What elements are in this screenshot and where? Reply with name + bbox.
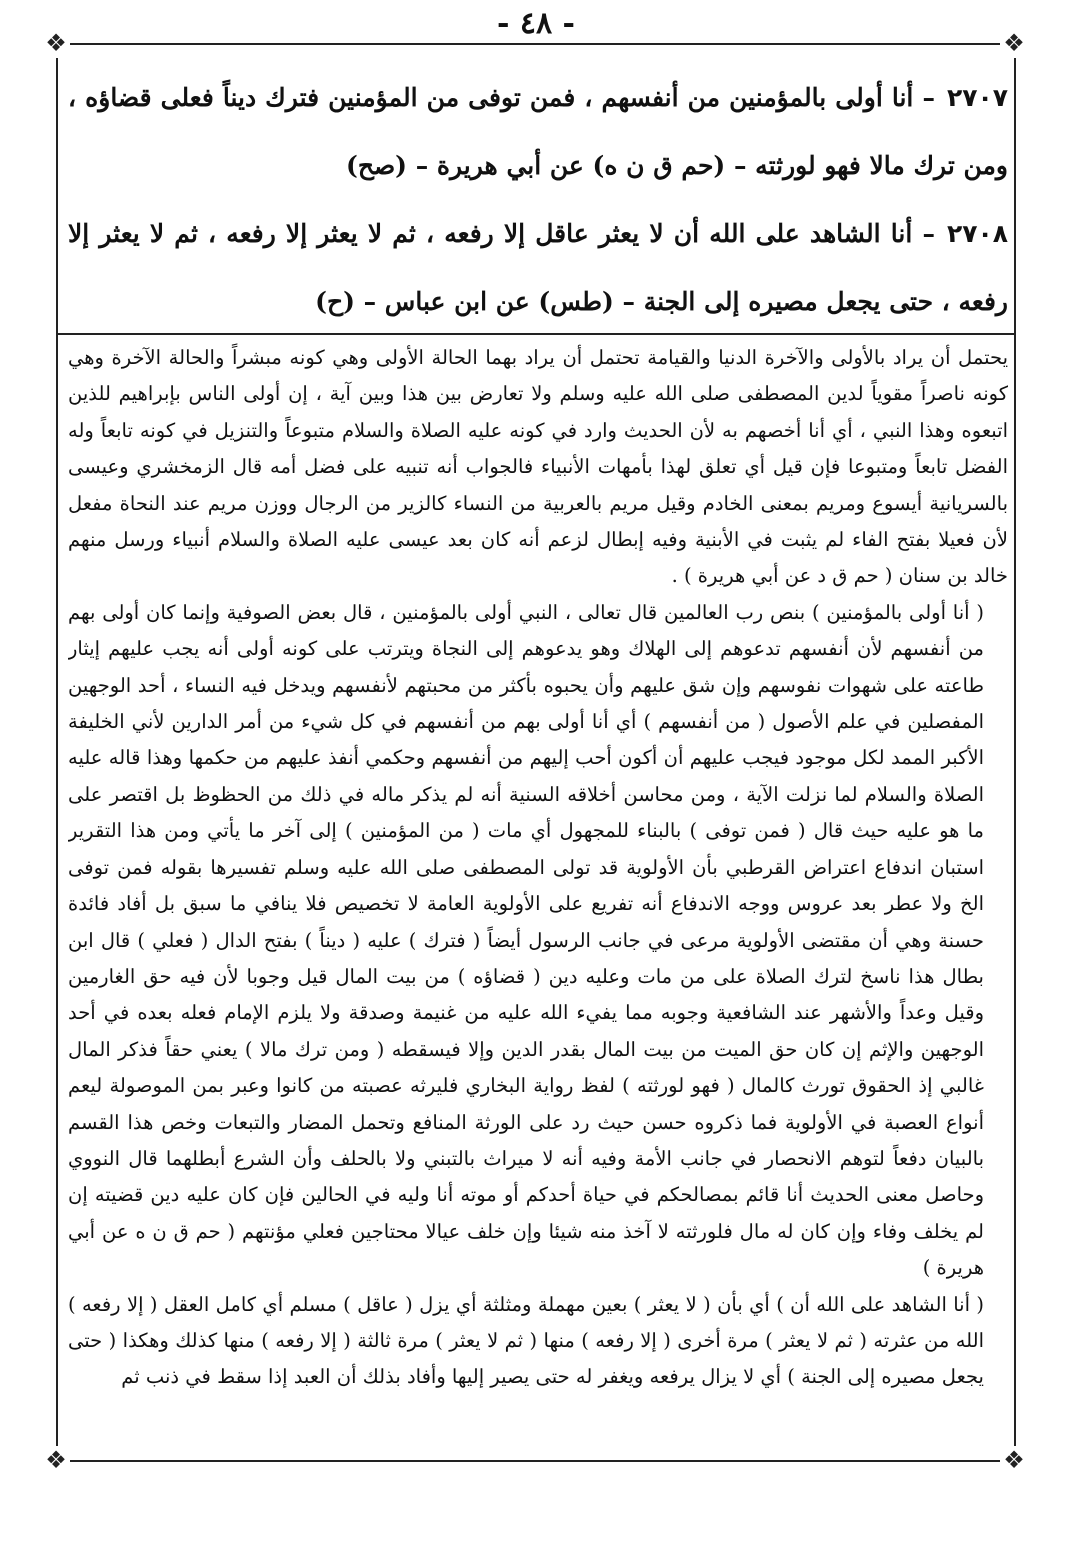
- hadith-text: – أنا الشاهد على الله أن لا يعثر عاقل إلا رفعه ، ثم لا يعثر إلا رفعه ، ثم لا يعثر إلا رفعه ، حتى يجعل مصيره إلى الجنة – (طس) عن ابن عباس – (ح): [68, 219, 1008, 316]
- frame-right-rule: [1014, 58, 1016, 1446]
- frame-top-rule: [70, 43, 1000, 45]
- hadith-number: ٢٧٠٧: [946, 83, 1008, 112]
- corner-ornament-icon: ❖: [45, 1446, 67, 1474]
- commentary-paragraph: يحتمل أن يراد بالأولى والآخرة الدنيا والقيامة تحتمل أن يراد بهما الحالة الأولى وهي كونه مبشراً والحالة الآخرة وهي كونه ناصراً مقوياً لدين المصطفى صلى الله عليه وسلم ولا تعارض بين هذا وبين آية ، إن أولى الناس بإبراهيم للذين اتبعوه وهذا النبي ، أي أنا أخصهم به لأن الحديث وارد في كونه عليه الصلاة والسلام متبوعاً والتنزيل في كونه تابعاً وله الفضل تابعاً ومتبوعا فإن قيل أي تعلق لهذا بأمهات الأنبياء فالجواب أنه تنبيه على فضل أمه قال الزمخشري وعيسى بالسريانية أيسوع ومريم بمعنى الخادم وقيل مريم بالعربية من النساء كالزير من الرجال ووزن مريم عند النحاة مفعل لأن فعيلا بفتح الفاء لم يثبت في الأبنية وفيه إبطال لزعم أنه كان بعد عيسى عليه الصلاة والسلام أنبياء ورسل منهم خالد بن سنان ( حم ق د عن أبي هريرة ) .: [68, 346, 1008, 588]
- frame-bottom-rule: [70, 1460, 1000, 1462]
- hadith-section: [68, 64, 1008, 336]
- hadith-number: ٢٧٠٨: [946, 219, 1008, 248]
- hadith-entry: [68, 64, 1008, 200]
- corner-ornament-icon: ❖: [45, 29, 67, 57]
- frame-left-rule: [56, 58, 58, 1446]
- commentary-paragraph: ( أنا الشاهد على الله أن ) أي بأن ( لا يعثر ) بعين مهملة ومثلثة أي يزل ( عاقل ) مسلم أي كامل العقل ( إلا رفعه ) الله من عثرته ( ثم لا يعثر ) مرة أخرى ( إلا رفعه ) منها ( ثم لا يعثر ) مرة ثالثة ( إلا رفعه ) منها كذلك وهكذا ( حتى يجعل مصيره إلى الجنة ) أي لا يزال يرفعه ويغفر له حتى يصير إليها وأفاد بذلك أن العبد إذا سقط في ذنب ثم: [68, 1292, 984, 1389]
- page-number: - ٤٨ -: [496, 6, 576, 41]
- hadith-entry: [68, 200, 1008, 336]
- corner-ornament-icon: ❖: [1003, 1446, 1025, 1474]
- corner-ornament-icon: ❖: [1003, 29, 1025, 57]
- hadith-text: – أنا أولى بالمؤمنين من أنفسهم ، فمن توفى من المؤمنين فترك ديناً فعلى قضاؤه ، ومن ترك مالا فهو لورثته – (حم ق ن ه) عن أبي هريرة – (صح): [68, 83, 1008, 180]
- commentary-section: [68, 340, 1008, 1430]
- commentary-paragraph: ( أنا أولى بالمؤمنين ) بنص رب العالمين قال تعالى ، النبي أولى بالمؤمنين ، قال بعض الصوفية وإنما كان أولى بهم من أنفسهم لأن أنفسهم تدعوهم إلى الهلاك وهو يدعوهم إلى النجاة ويترتب على كونه أولى أنه يجب عليهم إيثار طاعته على شهوات نفوسهم وإن شق عليهم وأن يحبوه بأكثر من محبتهم لأنفسهم ويدخل فيه النساء ، أحد الوجهين المفصلين في علم الأصول ( من أنفسهم ) أي أنا أولى بهم من أنفسهم في كل شيء من أمر الدارين لأني الخليفة الأكبر الممد لكل موجود فيجب عليهم أن أكون أحب إليهم من أنفسهم وحكمي أنفذ عليهم من حكمها وهذا قاله عليه الصلاة والسلام لما نزلت الآية ، ومن محاسن أخلاقه السنية أنه لم يذكر ماله في ذلك من الحظوظ بل اقتصر على ما هو عليه حيث قال ( فمن توفى ) بالبناء للمجهول أي مات ( من المؤمنين ) إلى آخر ما يأتي ومن هذا التقرير استبان اندفاع اعتراض القرطبي بأن الأولوية قد تولى المصطفى صلى الله عليه وسلم تفسيرها بقوله فمن توفى الخ ولا عطر بعد عروس ووجه الاندفاع أنه تفريع على الأولوية العامة لا تخصيص فلا ينافي ما سبق بل أفاد فائدة حسنة وهي أن مقتضى الأولوية مرعى في جانب الرسول أيضاً ( فترك ) عليه ( ديناً ) بفتح الدال ( فعلي ) قال ابن بطال هذا ناسخ لترك الصلاة على من مات وعليه دين ( قضاؤه ) من بيت المال قيل وجوبا لأن فيه حق الغارمين وقيل وعداً والأشهر عند الشافعية وجوبه مما يفيء الله عليه من غنيمة وصدقة ولا يلزم الإمام فعله بعده في أحد الوجهين والإثم إن كان حق الميت من بيت المال بقدر الدين وإلا فيسقطه ( ومن ترك مالا ) يعني حقاً فذكر المال غالبي إذ الحقوق تورث كالمال ( فهو لورثته ) لفظ رواية البخاري فليرثه عصبته من كانوا وعبر بمن الموصولة ليعم أنواع العصبة في الأولوية فما ذكروه حسن حيث رد على الورثة المنافع وتحمل المضار والتبعات وخص هذا القسم بالبيان دفعاً لتوهم الانحصار في جانب الأمة وفيه أنه لا ميراث بالتبني ولا بالحلف وأن الشرع أبطلهما قال النووي وحاصل معنى الحديث أنا قائم بمصالحكم في حياة أحدكم أو موته أنا وليه في الحالين فإن كان عليه دين قضيته إن لم يخلف وفاء وإن كان له مال فلورثته لا آخذ منه شيئا وإن خلف عيالا محتاجين فعلي مؤنتهم ( حم ق ن ه عن أبي هريرة ): [68, 600, 984, 1280]
